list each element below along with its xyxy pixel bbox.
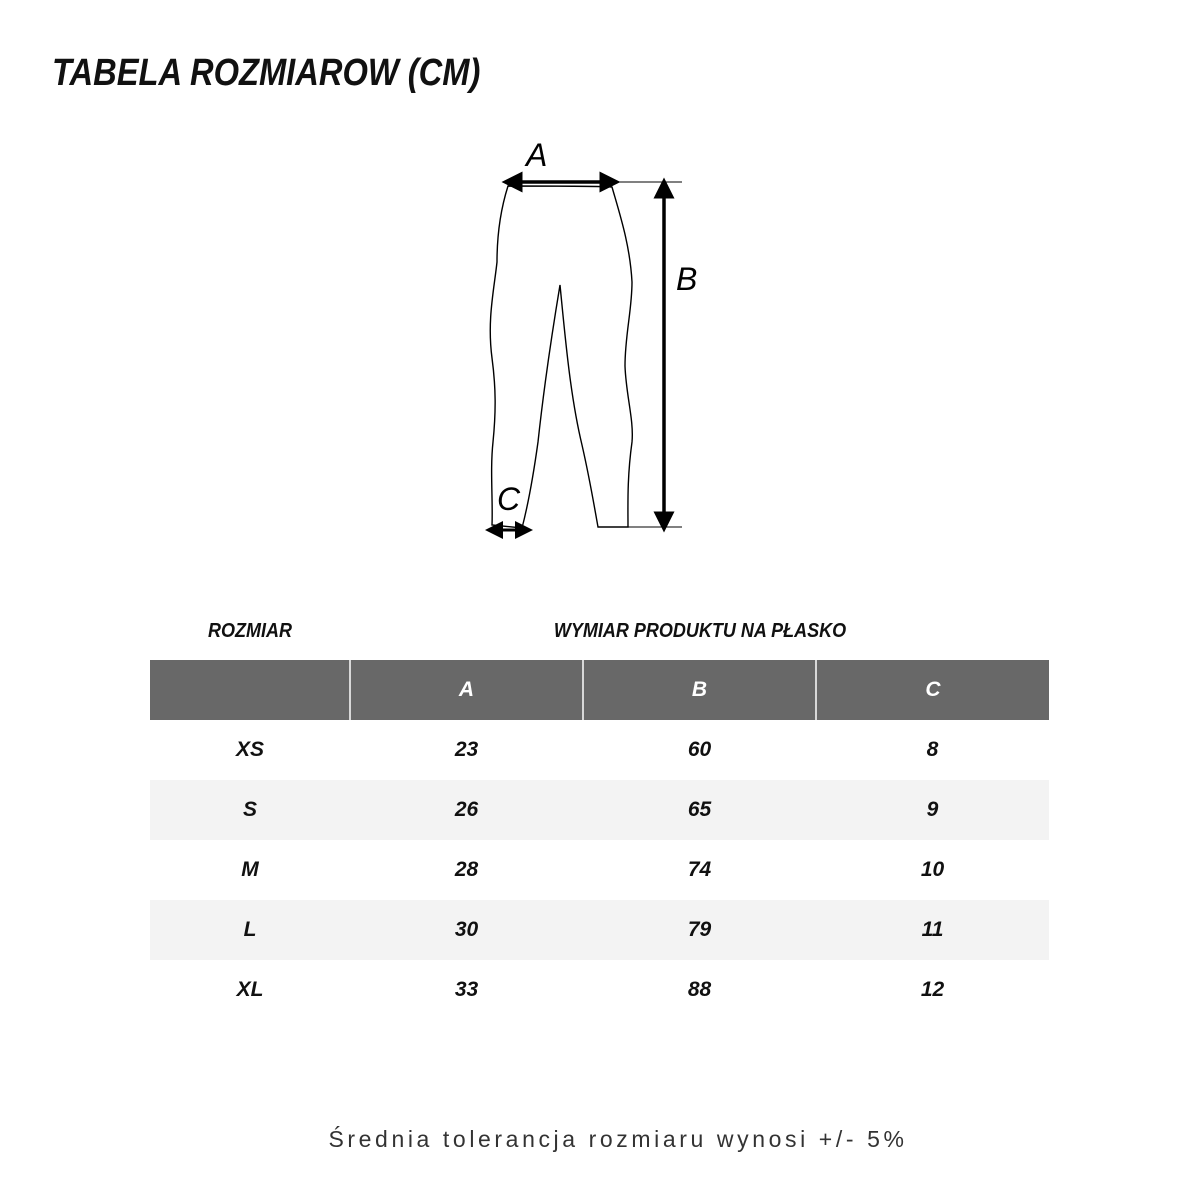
- page-title: TABELA ROZMIAROW (CM): [52, 52, 481, 94]
- table-row: [150, 900, 1049, 960]
- dimension-b-label: B: [676, 261, 698, 297]
- dimension-a-label: A: [526, 137, 548, 173]
- value-cell-a: 28: [454, 858, 479, 881]
- size-cell: L: [150, 900, 350, 960]
- size-cell: XL: [236, 978, 264, 1001]
- value-cell-b: 88: [687, 978, 712, 1001]
- dimensions-heading: WYMIAR PRODUKTU NA PŁASKO: [553, 620, 847, 642]
- size-cell: XS: [235, 738, 264, 761]
- value-cell-a: 30: [350, 900, 583, 960]
- value-cell-a: 33: [454, 978, 479, 1001]
- value-cell-c: 8: [926, 738, 939, 761]
- size-cell: M: [241, 858, 259, 881]
- header-cell-b: B: [583, 660, 816, 720]
- value-cell-c: 9: [816, 780, 1049, 840]
- header-cell-a: A: [350, 660, 583, 720]
- leggings-outline: [490, 186, 632, 528]
- size-table: [150, 660, 1049, 1020]
- value-cell-a: 26: [350, 780, 583, 840]
- value-cell-b: 74: [687, 858, 712, 881]
- size-column-heading: ROZMIAR: [207, 620, 292, 642]
- value-cell-b: 65: [583, 780, 816, 840]
- table-row: [150, 720, 1049, 780]
- value-cell-a: 23: [454, 738, 479, 761]
- table-row: [150, 960, 1049, 1020]
- leggings-diagram: [470, 130, 710, 550]
- table-row: [150, 780, 1049, 840]
- value-cell-c: 12: [920, 978, 945, 1001]
- table-row: [150, 840, 1049, 900]
- value-cell-b: 60: [687, 738, 712, 761]
- tolerance-note: Średnia tolerancja rozmiaru wynosi +/- 5%: [328, 1126, 908, 1152]
- dimension-c-label: C: [497, 481, 521, 517]
- table-header-row: [150, 660, 1049, 720]
- value-cell-c: 11: [816, 900, 1049, 960]
- size-cell: S: [150, 780, 350, 840]
- header-cell-size: [150, 660, 350, 720]
- header-cell-c: C: [816, 660, 1049, 720]
- value-cell-c: 10: [920, 858, 945, 881]
- value-cell-b: 79: [583, 900, 816, 960]
